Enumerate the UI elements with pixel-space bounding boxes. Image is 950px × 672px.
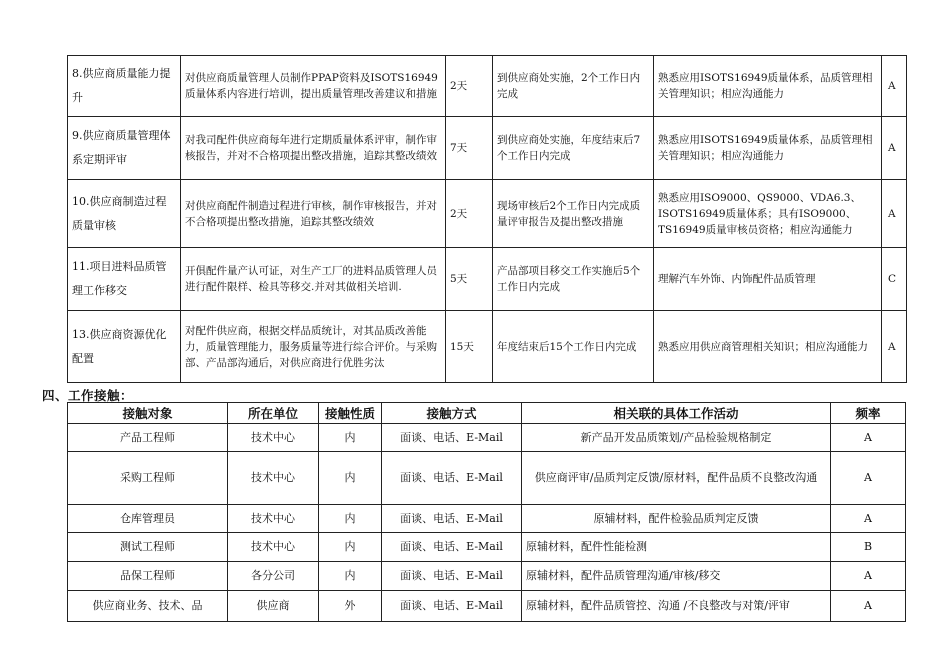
contact-method: 面谈、电话、E-Mail xyxy=(382,452,522,505)
duty-task: 11.项目进料品质管理工作移交 xyxy=(68,248,181,311)
duty-task: 9.供应商质量管理体系定期评审 xyxy=(68,117,181,180)
duty-days: 2天 xyxy=(446,56,493,117)
duty-row xyxy=(68,56,907,117)
contact-row xyxy=(68,505,906,533)
contact-unit: 技术中心 xyxy=(228,505,319,533)
duty-row xyxy=(68,117,907,180)
duty-days: 7天 xyxy=(446,117,493,180)
duty-days: 5天 xyxy=(446,248,493,311)
header-unit: 所在单位 xyxy=(228,403,319,424)
duty-task: 8.供应商质量能力提升 xyxy=(68,56,181,117)
contact-nature: 内 xyxy=(319,452,382,505)
duty-requirement: 理解汽车外饰、内饰配件品质管理 xyxy=(654,248,882,311)
contact-method: 面谈、电话、E-Mail xyxy=(382,562,522,591)
contact-target: 仓库管理员 xyxy=(68,505,228,533)
contact-nature: 内 xyxy=(319,533,382,562)
contact-activity: 原辅材料，配件检验品质判定反馈 xyxy=(522,505,831,533)
contact-activity: 原辅材料，配件品质管控、沟通 /不良整改与对策/评审 xyxy=(522,591,831,622)
contact-row xyxy=(68,562,906,591)
section-title: 四、工作接触： xyxy=(42,388,134,403)
contact-frequency: A xyxy=(831,452,906,505)
header-frequency: 频率 xyxy=(831,403,906,424)
contact-frequency: B xyxy=(831,533,906,562)
contact-target: 品保工程师 xyxy=(68,562,228,591)
duty-description: 对我司配件供应商每年进行定期质量体系评审，制作审核报告，并对不合格项提出整改措施，追踪其整改绩效 xyxy=(181,117,446,180)
duty-description: 对供应商配件制造过程进行审核，制作审核报告，并对不合格项提出整改措施，追踪其整改绩效 xyxy=(181,180,446,248)
contacts-header-row xyxy=(68,403,906,424)
duty-row xyxy=(68,248,907,311)
duties-table xyxy=(67,55,907,383)
contact-method: 面谈、电话、E-Mail xyxy=(382,424,522,452)
contact-row xyxy=(68,424,906,452)
contact-activity: 供应商评审/品质判定反馈/原材料，配件品质不良整改沟通 xyxy=(522,452,831,505)
duty-standard: 到供应商处实施，年度结束后7个工作日内完成 xyxy=(493,117,654,180)
contact-method: 面谈、电话、E-Mail xyxy=(382,533,522,562)
duty-requirement: 熟悉应用ISOTS16949质量体系，品质管理相关管理知识；相应沟通能力 xyxy=(654,117,882,180)
contact-row xyxy=(68,591,906,622)
header-nature: 接触性质 xyxy=(319,403,382,424)
header-method: 接触方式 xyxy=(382,403,522,424)
duty-task: 10.供应商制造过程质量审核 xyxy=(68,180,181,248)
duty-level: A xyxy=(882,311,907,383)
contact-method: 面谈、电话、E-Mail xyxy=(382,505,522,533)
contact-activity: 原辅材料，配件品质管理沟通/审核/移交 xyxy=(522,562,831,591)
duty-task: 13.供应商资源优化配置 xyxy=(68,311,181,383)
duty-standard: 产品部项目移交工作实施后5个工作日内完成 xyxy=(493,248,654,311)
duty-standard: 年度结束后15个工作日内完成 xyxy=(493,311,654,383)
contact-nature: 内 xyxy=(319,562,382,591)
duty-standard: 到供应商处实施，2个工作日内完成 xyxy=(493,56,654,117)
contact-nature: 内 xyxy=(319,424,382,452)
contact-activity: 新产品开发品质策划/产品检验规格制定 xyxy=(522,424,831,452)
contact-activity: 原辅材料，配件性能检测 xyxy=(522,533,831,562)
duty-days: 2天 xyxy=(446,180,493,248)
contact-unit: 技术中心 xyxy=(228,452,319,505)
contact-target: 产品工程师 xyxy=(68,424,228,452)
contact-unit: 供应商 xyxy=(228,591,319,622)
duty-requirement: 熟悉应用供应商管理相关知识；相应沟通能力 xyxy=(654,311,882,383)
duty-row xyxy=(68,180,907,248)
contact-frequency: A xyxy=(831,505,906,533)
contacts-table xyxy=(67,402,906,622)
contact-nature: 内 xyxy=(319,505,382,533)
contact-row xyxy=(68,452,906,505)
contact-target: 测试工程师 xyxy=(68,533,228,562)
contact-method: 面谈、电话、E-Mail xyxy=(382,591,522,622)
contact-target: 供应商业务、技术、品 xyxy=(68,591,228,622)
contact-unit: 技术中心 xyxy=(228,424,319,452)
duty-standard: 现场审核后2个工作日内完成质量评审报告及提出整改措施 xyxy=(493,180,654,248)
contact-row xyxy=(68,533,906,562)
duty-requirement: 熟悉应用ISO9000、QS9000、VDA6.3、ISOTS16949质量体系；具有ISO9000、TS16949质量审核员资格；相应沟通能力 xyxy=(654,180,882,248)
duty-days: 15天 xyxy=(446,311,493,383)
duty-level: A xyxy=(882,180,907,248)
contact-target: 采购工程师 xyxy=(68,452,228,505)
duty-description: 对配件供应商，根据交样品质统计，对其品质改善能力，质量管理能力，服务质量等进行综合评价。与采购部、产品部沟通后，对供应商进行优胜劣汰 xyxy=(181,311,446,383)
duty-description: 对供应商质量管理人员制作PPAP资料及ISOTS16949质量体系内容进行培训，提出质量管理改善建议和措施 xyxy=(181,56,446,117)
duty-row xyxy=(68,311,907,383)
duty-level: C xyxy=(882,248,907,311)
duty-level: A xyxy=(882,117,907,180)
duty-description: 开俱配件量产认可证，对生产工厂的进料品质管理人员进行配件限样、检具等移交.并对其做相关培训. xyxy=(181,248,446,311)
header-target: 接触对象 xyxy=(68,403,228,424)
header-activity: 相关联的具体工作活动 xyxy=(522,403,831,424)
contact-frequency: A xyxy=(831,562,906,591)
contact-unit: 技术中心 xyxy=(228,533,319,562)
duty-level: A xyxy=(882,56,907,117)
contact-frequency: A xyxy=(831,591,906,622)
contact-unit: 各分公司 xyxy=(228,562,319,591)
contact-nature: 外 xyxy=(319,591,382,622)
duty-requirement: 熟悉应用ISOTS16949质量体系，品质管理相关管理知识；相应沟通能力 xyxy=(654,56,882,117)
contact-frequency: A xyxy=(831,424,906,452)
